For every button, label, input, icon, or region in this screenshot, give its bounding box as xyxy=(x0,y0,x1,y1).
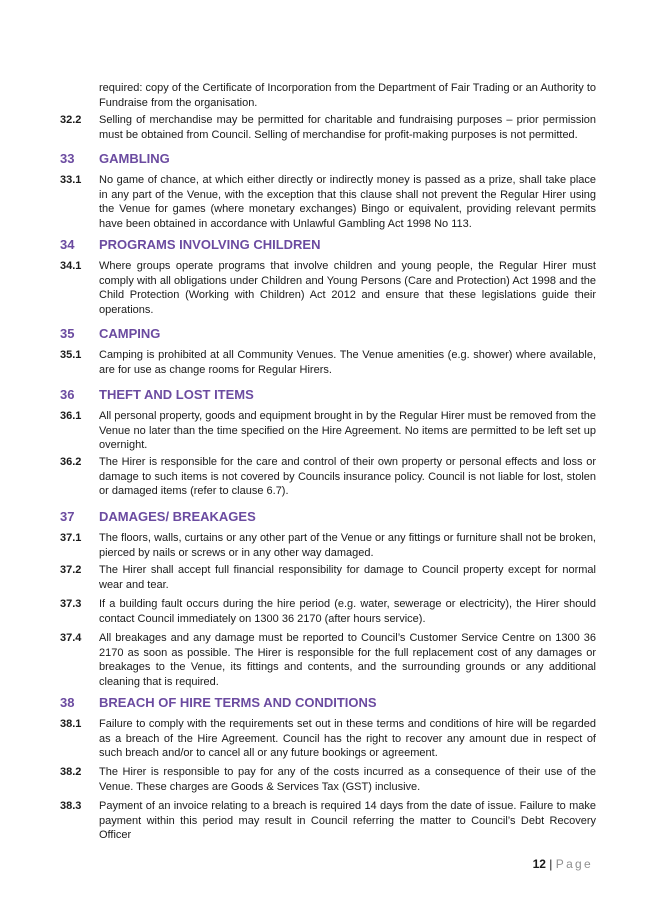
clause-text: All breakages and any damage must be reported to Council’s Customer Service Centre on 1300 36 2170 as soon as possible. The Hirer is responsible for the full replacement cost of any damages or breakages to the Venue, its fittings and contents, and the surrounding grounds or any additional cleaning that is required. xyxy=(99,632,596,688)
clause-number: 37.3 xyxy=(60,598,82,610)
clause xyxy=(60,531,596,560)
clause-number: 32.2 xyxy=(60,114,82,126)
clause-text: required: copy of the Certificate of Incorporation from the Department of Fair Trading or an Authority to Fundraise from the organisation. xyxy=(99,82,596,109)
page-footer xyxy=(533,857,593,871)
section-title: DAMAGES/ BREAKAGES xyxy=(99,509,256,524)
section-number: 36 xyxy=(60,387,75,402)
section-number: 33 xyxy=(60,151,75,166)
section-heading xyxy=(60,509,596,525)
clause xyxy=(60,597,596,626)
section-heading xyxy=(60,387,596,403)
section-title: BREACH OF HIRE TERMS AND CONDITIONS xyxy=(99,695,377,710)
page-separator: | xyxy=(549,857,553,871)
page-number: 12 xyxy=(532,857,546,871)
clause-number: 35.1 xyxy=(60,349,82,361)
clause-text: The Hirer is responsible for the care and control of their own property or personal effects and loss or damage to such items is not covered by Councils insurance policy. Council is not liable for lost, stolen or damaged items (refer to clause 6.7). xyxy=(99,456,596,498)
clause xyxy=(60,799,596,843)
clause xyxy=(60,563,596,592)
clause-text: Selling of merchandise may be permitted for charitable and fundraising purposes – prior permission must be obtained from Council. Selling of merchandise for profit-making purposes is not permitted. xyxy=(99,114,596,141)
section-heading xyxy=(60,695,596,711)
clause xyxy=(60,113,596,142)
section-heading xyxy=(60,237,596,253)
clause-number: 33.1 xyxy=(60,174,82,186)
clause xyxy=(60,409,596,453)
clause-text: Camping is prohibited at all Community Venues. The Venue amenities (e.g. shower) where available, are for use as change rooms for Regular Hirers. xyxy=(99,349,596,376)
section-number: 35 xyxy=(60,326,75,341)
clause-number: 38.2 xyxy=(60,766,82,778)
clause-number: 38.3 xyxy=(60,800,82,812)
section-title: THEFT AND LOST ITEMS xyxy=(99,387,254,402)
clause xyxy=(60,717,596,761)
clause-text: Payment of an invoice relating to a breach is required 14 days from the date of issue. Failure to make payment within this period may result in Council referring the matter to Council’s Debt Recovery Officer xyxy=(99,800,596,842)
section-title: CAMPING xyxy=(99,326,161,341)
clause xyxy=(60,631,596,689)
section-number: 37 xyxy=(60,509,75,524)
clause-text: The floors, walls, curtains or any other part of the Venue or any fittings or furniture shall not be broken, pierced by nails or screws or in any other way damaged. xyxy=(99,532,596,559)
page-label: Page xyxy=(555,857,593,871)
clause xyxy=(60,173,596,231)
clause-text: Where groups operate programs that involve children and young people, the Regular Hirer must comply with all obligations under Children and Young Persons (Care and Protection) Act 1998 and the Child Protection (Working with Children) Act 2012 and ensure that these legislations guide their operations. xyxy=(99,260,596,316)
section-number: 34 xyxy=(60,237,75,252)
section-heading xyxy=(60,151,596,167)
section-title: GAMBLING xyxy=(99,151,170,166)
clause-text: If a building fault occurs during the hire period (e.g. water, sewerage or electricity), the Hirer should contact Council immediately on 1300 36 2170 (after hours service). xyxy=(99,598,596,625)
clause-number: 34.1 xyxy=(60,260,82,272)
clause xyxy=(60,348,596,377)
section-title: PROGRAMS INVOLVING CHILDREN xyxy=(99,237,321,252)
clause-text: The Hirer is responsible to pay for any of the costs incurred as a consequence of their use of the Venue. These charges are Goods & Services Tax (GST) inclusive. xyxy=(99,766,596,793)
clause-text: Failure to comply with the requirements set out in these terms and conditions of hire will be regarded as a breach of the Hire Agreement. Council has the right to recover any amount due in respect of such breach and/or to cancel all or any future bookings or agreement. xyxy=(99,718,596,760)
section-number: 38 xyxy=(60,695,75,710)
clause xyxy=(60,765,596,794)
clause xyxy=(60,455,596,499)
clause-number: 37.2 xyxy=(60,564,82,576)
clause-number: 38.1 xyxy=(60,718,82,730)
clause-number: 37.1 xyxy=(60,532,82,544)
clause-text: No game of chance, at which either directly or indirectly money is passed as a prize, shall take place in any part of the Venue, with the exception that this clause shall not prevent the Regular Hirer using the Venue for games (where monetary exchanges) Bingo or equivalent, providing relevant permits have been obtained in accordance with Unlawful Gambling Act 1998 No 113. xyxy=(99,174,596,230)
clause xyxy=(60,81,596,110)
clause-text: The Hirer shall accept full financial responsibility for damage to Council property except for normal wear and tear. xyxy=(99,564,596,591)
clause-number xyxy=(60,81,99,110)
section-heading xyxy=(60,326,596,342)
clause-number: 37.4 xyxy=(60,632,82,644)
clause xyxy=(60,259,596,317)
clause-text: All personal property, goods and equipment brought in by the Regular Hirer must be removed from the Venue no later than the time specified on the Hire Agreement. No items are permitted to be left set up overnight. xyxy=(99,410,596,452)
clause-number: 36.2 xyxy=(60,456,82,468)
clause-number: 36.1 xyxy=(60,410,82,422)
